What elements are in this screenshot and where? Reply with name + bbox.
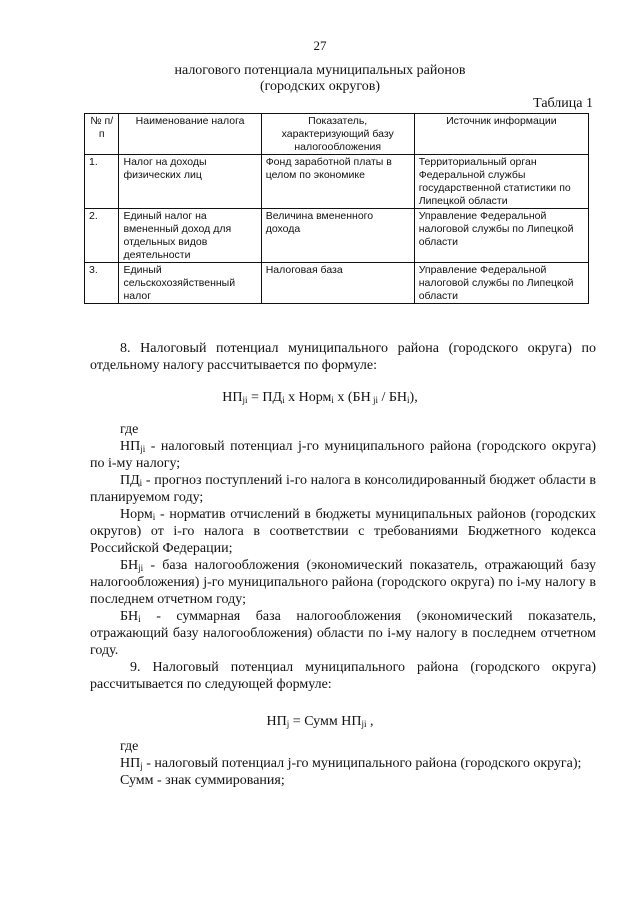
title-line-2: (городских округов) bbox=[259, 79, 381, 94]
def-np-text: - налоговый потенциал j-го муниципального района (городского округа) по i-му налогу; bbox=[90, 439, 596, 471]
table-row bbox=[85, 263, 589, 304]
where-label-1: где bbox=[120, 422, 139, 437]
cell-indicator: Налоговая база bbox=[261, 263, 414, 304]
definition-sum: Сумм - знак суммирования; bbox=[120, 773, 285, 788]
formula1-slash-bn: / БН bbox=[377, 390, 408, 405]
document-title bbox=[0, 63, 640, 95]
def-pd-sub: i bbox=[139, 478, 143, 488]
table-label: Таблица 1 bbox=[533, 96, 593, 111]
paragraph-8-block bbox=[90, 340, 596, 374]
def-pd-text: - прогноз поступлений i-го налога в консолидированный бюджет области в планируемом году; bbox=[90, 473, 596, 505]
definition-bn-i bbox=[90, 608, 596, 659]
cell-source: Управление Федеральной налоговой службы по Липецкой области bbox=[414, 209, 588, 263]
cell-num: 1. bbox=[85, 155, 119, 209]
formula1-np: НП bbox=[222, 390, 243, 405]
cell-tax-name: Единый налог на вмененный доход для отдельных видов деятельности bbox=[119, 209, 261, 263]
formula2-mid: = Сумм НП bbox=[289, 714, 362, 729]
table-row bbox=[85, 209, 589, 263]
page-number: 27 bbox=[313, 38, 327, 53]
def-npj-sub: j bbox=[140, 761, 143, 771]
formula1-bn: х (БН bbox=[333, 390, 371, 405]
definition-bn-ji bbox=[90, 557, 596, 608]
def-npj-symbol: НП bbox=[120, 756, 141, 771]
definitions-block-1 bbox=[90, 421, 596, 693]
definition-np-j bbox=[90, 755, 596, 772]
def-bni-text: - суммарная база налогообложения (экономический показатель, отражающий базу налогообложения) области по i-му налогу в последнем отчетном году. bbox=[90, 609, 596, 658]
definition-np-ji bbox=[90, 438, 596, 472]
cell-tax-name: Единый сельскохозяйственный налог bbox=[119, 263, 261, 304]
formula2-np-sub: j bbox=[286, 719, 290, 729]
paragraph-9: 9. Налоговый потенциал муниципального района (городского округа) рассчитывается по следующей формуле: bbox=[90, 660, 596, 692]
title-line-1: налогового потенциала муниципальных районов bbox=[174, 63, 466, 78]
formula2-np2-sub: ji bbox=[361, 719, 367, 729]
header-source: Источник информации bbox=[414, 114, 588, 155]
tax-table bbox=[84, 113, 589, 304]
formula1-norm-sub: i bbox=[331, 395, 334, 405]
def-bni-sub: i bbox=[138, 614, 141, 624]
def-bni-symbol: БН bbox=[120, 609, 139, 624]
table-row bbox=[85, 155, 589, 209]
header-tax-name: Наименование налога bbox=[119, 114, 261, 155]
def-bnji-symbol: БН bbox=[120, 558, 139, 573]
def-norm-sub: i bbox=[152, 512, 156, 522]
formula1-bn-sub: ji bbox=[370, 395, 378, 405]
formula1-end: ), bbox=[409, 390, 418, 405]
cell-tax-name: Налог на доходы физических лиц bbox=[119, 155, 261, 209]
header-num: № п/п bbox=[85, 114, 119, 155]
header-indicator: Показатель, характеризующий базу налогообложения bbox=[261, 114, 414, 155]
formula1-pd-sub: i bbox=[282, 395, 285, 405]
def-bnji-sub: ji bbox=[138, 563, 144, 573]
def-np-sub: ji bbox=[140, 444, 146, 454]
def-npj-text: - налоговый потенциал j-го муниципального района (городского округа); bbox=[142, 756, 582, 771]
formula-np-ji bbox=[0, 390, 640, 406]
cell-source: Управление Федеральной налоговой службы по Липецкой области bbox=[414, 263, 588, 304]
formula1-np-sub: ji bbox=[242, 395, 248, 405]
formula1-norm: х Норм bbox=[284, 390, 332, 405]
cell-source: Территориальный орган Федеральной службы государственной статистики по Липецкой области bbox=[414, 155, 588, 209]
paragraph-8: 8. Налоговый потенциал муниципального района (городского округа) по отдельному налогу рассчитывается по формуле: bbox=[90, 341, 596, 373]
definition-pd-i bbox=[90, 472, 596, 506]
formula1-eq-pd: = ПД bbox=[247, 390, 283, 405]
definitions-block-2 bbox=[90, 738, 596, 789]
table-header-row bbox=[85, 114, 589, 155]
def-np-symbol: НП bbox=[120, 439, 141, 454]
def-bnji-text: - база налогообложения (экономический показатель, отражающий базу налогообложения) j-го муниципального района (городского округа) по i-му налогу в последнем отчетном году; bbox=[90, 558, 596, 607]
def-pd-symbol: ПД bbox=[120, 473, 140, 488]
def-norm-symbol: Норм bbox=[120, 507, 153, 522]
definition-norm-i bbox=[90, 506, 596, 557]
where-label-2: где bbox=[120, 739, 139, 754]
cell-num: 2. bbox=[85, 209, 119, 263]
cell-num: 3. bbox=[85, 263, 119, 304]
def-norm-text: - норматив отчислений в бюджеты муниципальных районов (городских округов) от i-го налога в соответствии с требованиями Бюджетного кодекса Российской Федерации; bbox=[90, 507, 596, 556]
formula2-np: НП bbox=[266, 714, 287, 729]
formula2-end: , bbox=[366, 714, 374, 729]
cell-indicator: Фонд заработной платы в целом по экономике bbox=[261, 155, 414, 209]
formula-np-j bbox=[0, 714, 640, 730]
formula1-bn2-sub: i bbox=[407, 395, 410, 405]
cell-indicator: Величина вмененного дохода bbox=[261, 209, 414, 263]
